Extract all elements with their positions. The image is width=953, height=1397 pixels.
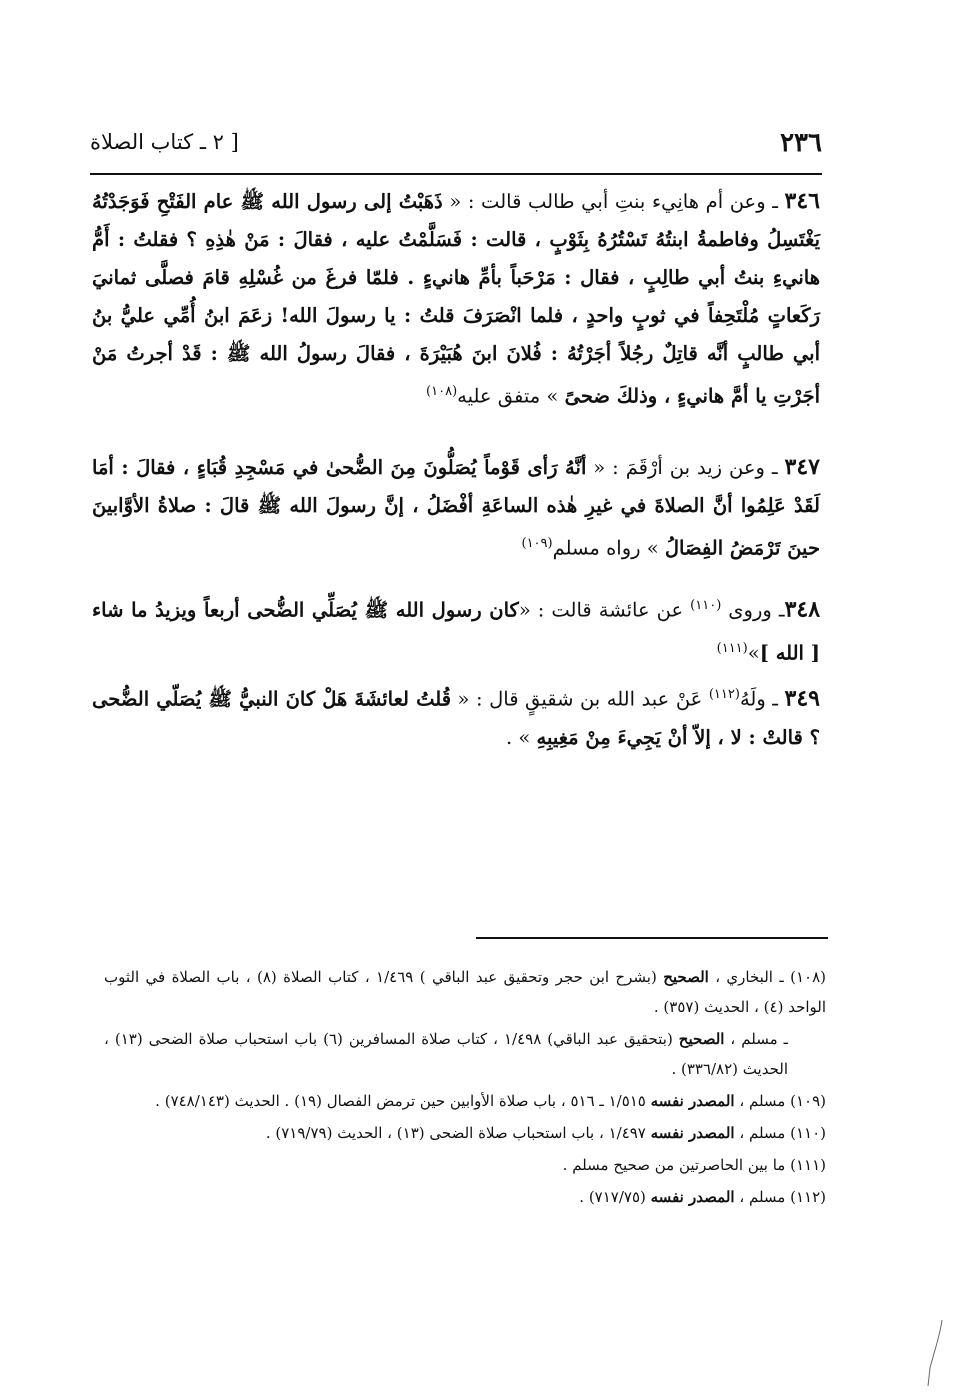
- hadith-346: [92, 182, 820, 416]
- page-number: ٢٣٦: [780, 128, 822, 158]
- footnote-text: (بشرح ابن حجر وتحقيق عبد الباقي ) ١/٤٦٩ ، كتاب الصلاة (٨) ، باب الصلاة في الثوب الواحد (٤) ، الحديث (٣٥٧) .: [104, 968, 826, 1016]
- hadith-matn: كان رسول الله ﷺ يُصَلِّي الضُّحى أربعاً ويزيدُ ما شاء [ الله ]: [92, 598, 820, 664]
- footnote-text: ـ البخاري ،: [708, 968, 791, 986]
- hadith-intro: ـ ولَهُ: [739, 687, 785, 711]
- footnote-number: (١١١): [790, 1156, 826, 1174]
- footnote-text: مسلم ،: [734, 1124, 791, 1142]
- hadith-number: ٣٤٧: [784, 453, 820, 480]
- footnote-ref: (١١٠): [690, 598, 722, 613]
- hadith-matn: ذَهَبْتُ إلى رسول الله ﷺ عام الفَتْحِ فَوَجَدْتُهُ يَغْتَسِلُ وفاطمةُ ابنتُهُ تَسْتُرُهُ بِثَوْبٍ ، قالت : فَسَلَّمْتُ عليه ، فقالَ : مَنْ هٰذِهِ ؟ فقلتُ : أَمُّ هانيءِ بنتُ أبي طالِبٍ ، فقال : مَرْحَباً بأمِّ هانيءٍ . فلمّا فرغَ من غُسْلِهِ قامَ فصلَّى ثمانيَ رَكَعاتٍ مُلْتَحِفاً في ثوبٍ واحدٍ ، فلما انْصَرَفَ قلتُ : يا رسولَ الله! زعَمَ ابنُ أُمِّي عليُّ بنُ أبي طالبٍ أنَّه قاتِلٌ رجُلاً أجَرْتُهُ : فُلانَ ابنَ هُبَيْرَةَ ، فقالَ رسولُ الله ﷺ : قَدْ أجرتُ مَنْ أجَرْتِ يا أمَّ هانيءٍ ، وذلكَ ضحىً: [92, 190, 820, 408]
- hadith-chain: عَنْ عبد الله بن شقيقٍ قال : «: [451, 687, 709, 711]
- footnote-text: (بتحقيق عبد الباقي) ١/٤٩٨ ، كتاب صلاة المسافرين (٦) باب استحباب صلاة الضحى (١٣) ، الحديث (٣٣٦/٨٢) .: [104, 1030, 788, 1078]
- hadith-matn: أنَّهُ رَأى قَوْماً يُصَلُّونَ مِنَ الضُّحىٰ في مَسْجِدِ قُبَاءٍ ، فقالَ : أمَا لَقَدْ عَلِمُوا أنَّ الصلاةَ في غيرِ هٰذه الساعَةِ أفْضَلُ ، إنَّ رسولَ الله ﷺ قالَ : صلاةُ الأوَّابينَ حينَ تَرْمَضُ الفِصَالُ: [92, 455, 820, 559]
- footnote-108-b: [104, 1024, 826, 1084]
- main-text: [92, 182, 820, 757]
- hadith-number: ٣٤٦: [784, 188, 820, 214]
- hadith-intro: ـ وروى: [721, 598, 785, 622]
- footnote-number: (١٠٩): [790, 1092, 826, 1110]
- footnote-source-title: الصحيح: [678, 1030, 725, 1048]
- footnote-number: (١٠٨): [790, 968, 826, 986]
- footnote-source-title: المصدر نفسه: [650, 1092, 735, 1110]
- hadith-source: » متفق عليه: [457, 384, 565, 408]
- footnote-text: (٧١٧/٧٥) .: [579, 1188, 651, 1206]
- margin-pen-mark: [924, 1318, 946, 1388]
- footnote-number: (١١٠): [790, 1124, 826, 1142]
- footnote-ref: (١١١): [716, 640, 748, 656]
- hadith-chain: عن عائشة قالت : «: [518, 598, 691, 622]
- footnote-111: [104, 1150, 826, 1180]
- header-rule: [90, 173, 822, 175]
- footnote-rule: [476, 937, 828, 939]
- page-header: [90, 128, 822, 164]
- footnote-source-title: المصدر نفسه: [650, 1188, 735, 1206]
- hadith-347: [92, 448, 820, 568]
- footnote-source-title: الصحيح: [663, 968, 709, 986]
- hadith-349: [92, 676, 820, 757]
- footnote-text: ما بين الحاصرتين من صحيح مسلم .: [562, 1156, 791, 1174]
- footnote-ref: (١٠٨): [426, 384, 458, 399]
- footnote-indent: [104, 1024, 826, 1084]
- footnote-ref: (١٠٩): [521, 535, 553, 551]
- footnote-ref: (١١٢): [708, 687, 740, 702]
- hadith-close: »: [747, 641, 760, 664]
- hadith-number: ٣٤٨: [784, 596, 821, 623]
- footnote-source-title: المصدر نفسه: [650, 1124, 735, 1142]
- hadith-348: [92, 587, 820, 672]
- footnote-108: [104, 962, 826, 1022]
- footnote-text: مسلم ،: [734, 1092, 791, 1110]
- footnote-110: [104, 1118, 826, 1148]
- footnote-text: ـ مسلم ،: [724, 1030, 789, 1048]
- footnote-112: [104, 1182, 826, 1212]
- hadith-matn: قُلتُ لعائشَةَ هَلْ كانَ النبيُّ ﷺ يُصَلّي الضُّحى ؟ قالتْ : لا ، إلاّ أنْ يَجِيءَ مِنْ مَغِيبِهِ: [92, 687, 820, 749]
- hadith-close: » .: [505, 725, 537, 749]
- footnote-text: ١/٤٩٧ ، باب استحباب صلاة الضحى (١٣) ، الحديث (٧١٩/٧٩) .: [265, 1124, 651, 1142]
- hadith-number: ٣٤٩: [784, 685, 820, 712]
- footnote-number: (١١٢): [790, 1188, 826, 1206]
- hadith-source: » رواه مسلم: [552, 536, 665, 559]
- hadith-intro: ـ وعن أم هانِيء بنتِ أبي طالب قالت : «: [442, 190, 785, 213]
- footnote-109: [104, 1086, 826, 1116]
- hadith-intro: ـ وعن زيد بن أرْقَمَ : «: [586, 455, 785, 479]
- footnotes: [104, 962, 826, 1212]
- running-title: [ ٢ ـ كتاب الصلاة: [90, 130, 239, 154]
- footnote-text: ١/٥١٥ ـ ٥١٦ ، باب صلاة الأوابين حين ترمض الفصال (١٩) . الحديث (٧٤٨/١٤٣) .: [155, 1092, 651, 1110]
- footnote-text: مسلم ،: [734, 1188, 791, 1206]
